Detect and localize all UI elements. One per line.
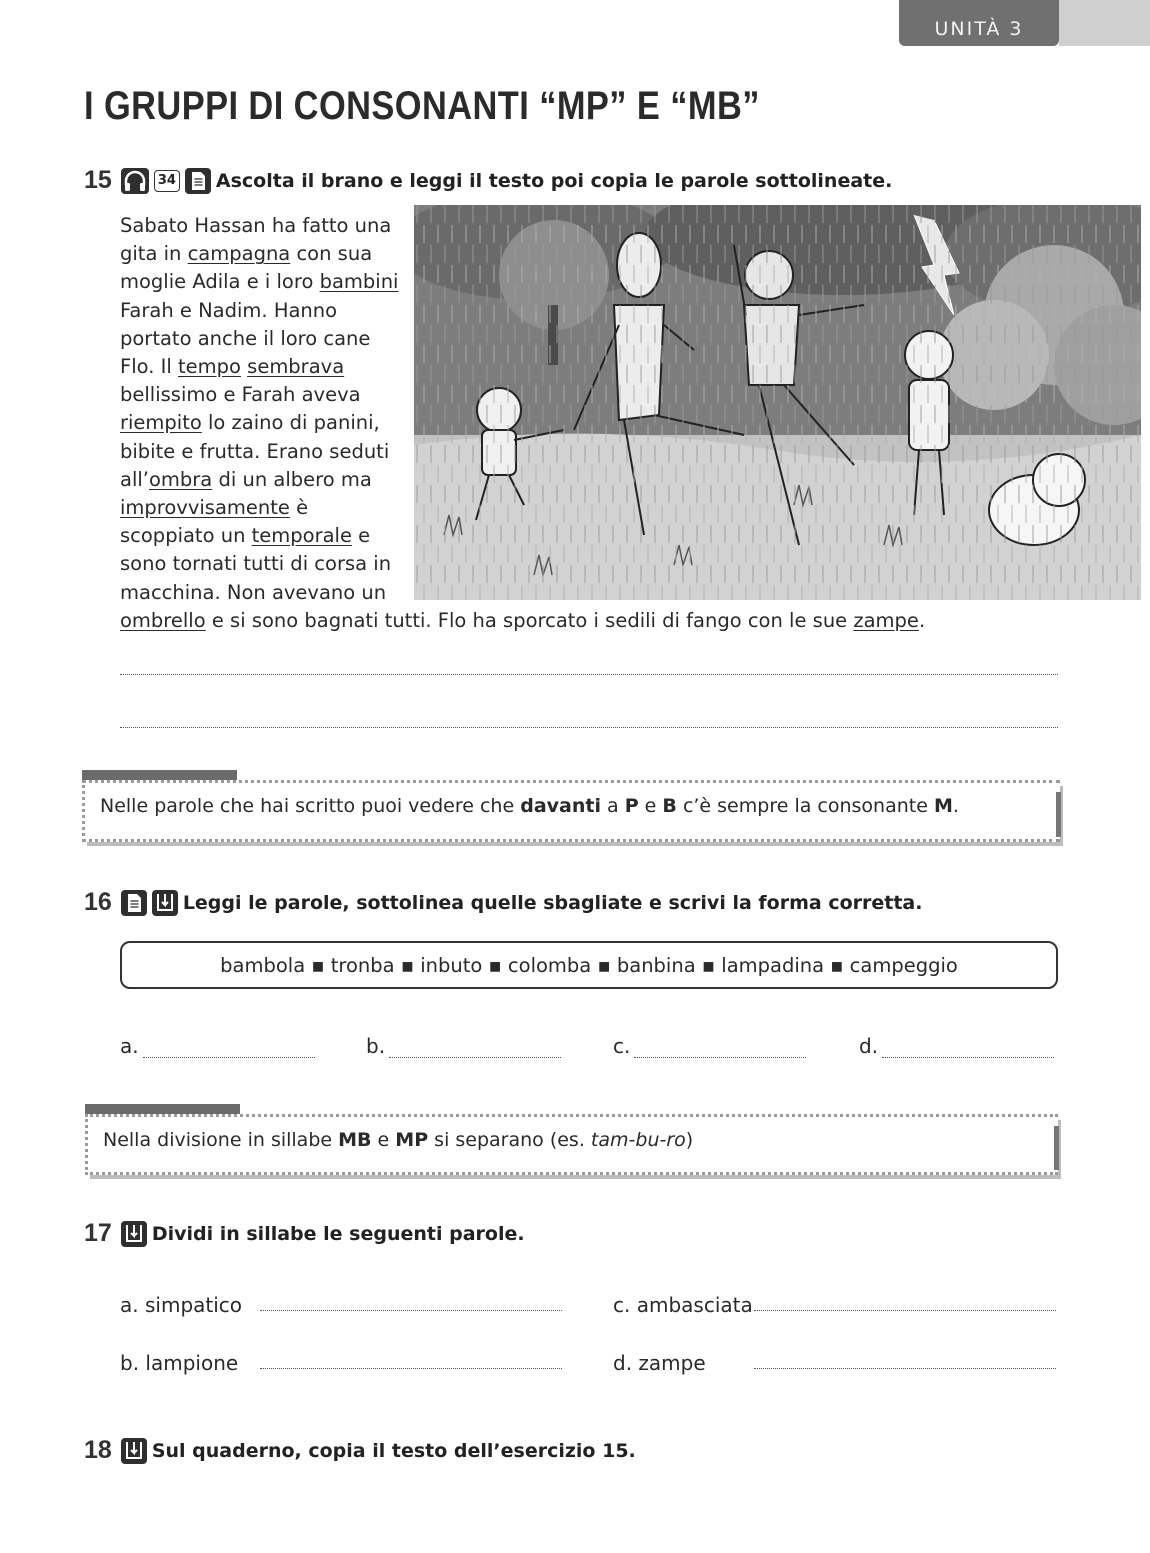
passage-line (120, 466, 420, 494)
bold-span: MB (338, 1129, 372, 1151)
answer-line[interactable] (389, 1041, 561, 1058)
underlined-word: riempito (120, 411, 202, 435)
italic-span: tam-bu-ro (590, 1129, 686, 1151)
syllable-item (120, 1293, 242, 1317)
answer-line[interactable] (143, 1041, 315, 1058)
passage-line (120, 268, 420, 296)
underlined-word: ombra (148, 467, 213, 491)
rule-text (103, 1129, 693, 1151)
headphones-icon (121, 168, 149, 194)
text-span: ) (685, 1129, 694, 1151)
underlined-word: zampe (853, 608, 919, 632)
underlined-word: ombrello (120, 608, 206, 632)
text-span: si separano (es. (428, 1129, 591, 1151)
text-span: con sua (290, 242, 373, 266)
unit-tab (899, 0, 1059, 46)
exercise-instruction: Dividi in sillabe le seguenti parole. (151, 1222, 525, 1245)
word-box (120, 941, 1058, 989)
text-span: e si sono bagnati tutti. Flo ha sporcato i sedili di fango con le sue (205, 608, 854, 632)
text-span: di un albero ma (212, 467, 372, 491)
text-span: all’ (120, 467, 149, 491)
reading-passage (120, 212, 926, 635)
item-word: zampe (638, 1351, 706, 1375)
text-span: e (351, 524, 371, 548)
underlined-word: improvvisamente (120, 496, 290, 520)
text-span: . (952, 795, 959, 817)
item-word: ambasciata (636, 1293, 753, 1317)
exercise-15-header (84, 166, 892, 195)
passage-line: Sabato Hassan ha fatto una (120, 214, 392, 237)
passage-line: bellissimo e Farah aveva (120, 383, 361, 407)
answer-line[interactable] (882, 1041, 1054, 1058)
text-span: gita in (120, 242, 188, 266)
answer-item (613, 1034, 806, 1058)
answer-line[interactable] (634, 1041, 806, 1058)
writing-icon (121, 1438, 147, 1464)
passage-line: bibite e frutta. Erano seduti (120, 439, 390, 463)
writing-icon (152, 890, 178, 916)
answer-letter: c. (613, 1034, 631, 1058)
text-span: c’è sempre la consonante (676, 795, 934, 817)
passage-line: sono tornati tutti di corsa in (120, 552, 392, 576)
passage-line: Farah e Nadim. Hanno (120, 298, 338, 322)
exercise-instruction: Ascolta il brano e leggi il testo poi copia le parole sottolineate. (215, 169, 893, 192)
answer-line[interactable] (260, 1310, 562, 1311)
answer-item (120, 1034, 315, 1058)
underlined-word: sembrava (247, 355, 345, 379)
underlined-word: tempo (178, 355, 241, 379)
answer-letter: d. (859, 1034, 879, 1058)
exercise-17-header (84, 1219, 525, 1248)
text-span: scoppiato un (120, 524, 252, 548)
passage-line (120, 522, 420, 550)
text-span: . (918, 608, 926, 632)
text-span: Nella divisione in sillabe (103, 1129, 339, 1151)
rule-box-edge (1056, 792, 1061, 837)
passage-line (120, 409, 420, 437)
underlined-word: temporale (251, 524, 352, 548)
rule-text (100, 795, 959, 817)
syllable-item (613, 1351, 706, 1375)
item-word: simpatico (144, 1293, 243, 1317)
reading-icon (121, 890, 147, 916)
exercise-instruction: Leggi le parole, sottolinea quelle sbagliate e scrivi la forma corretta. (182, 891, 923, 914)
passage-line (120, 607, 926, 635)
exercise-16-header (84, 888, 922, 917)
bold-span: P (624, 795, 639, 817)
passage-line (120, 494, 420, 522)
item-letter: c. (613, 1293, 631, 1317)
passage-line: portato anche il loro cane (120, 326, 371, 350)
text-span: è (289, 496, 309, 520)
text-span: Nelle parole che hai scritto puoi vedere che (100, 795, 521, 817)
text-span: a (600, 795, 625, 817)
exercise-instruction: Sul quaderno, copia il testo dell’esercizio 15. (151, 1439, 636, 1462)
answer-item (859, 1034, 1054, 1058)
passage-line (120, 353, 420, 381)
item-letter: b. (120, 1351, 140, 1375)
underlined-word: bambini (319, 270, 399, 294)
underlined-word: campagna (187, 242, 291, 266)
syllable-item (120, 1351, 238, 1375)
unit-tab-side (1059, 0, 1150, 46)
text-span: lo zaino di panini, (201, 411, 380, 435)
text-span: Flo. Il (120, 355, 178, 379)
bold-span: B (662, 795, 677, 817)
item-letter: a. (120, 1293, 139, 1317)
rule-box-edge (1054, 1126, 1059, 1170)
reading-icon (185, 168, 211, 194)
bold-span: M (933, 795, 953, 817)
passage-line: macchina. Non avevano un (120, 580, 387, 604)
text-span: e (371, 1129, 396, 1151)
item-word: lampione (145, 1351, 239, 1375)
bold-span: MP (395, 1129, 429, 1151)
page-title: I GRUPPI DI CONSONANTI “MP” E “MB” (84, 84, 760, 128)
text-span: e (638, 795, 663, 817)
answer-letter: a. (120, 1034, 139, 1058)
writing-icon (121, 1221, 147, 1247)
answer-line[interactable] (754, 1368, 1056, 1369)
bold-span: davanti (520, 795, 601, 817)
answer-letter: b. (366, 1034, 386, 1058)
exercise-number: 17 (84, 1219, 112, 1247)
answer-line[interactable] (260, 1368, 562, 1369)
answer-line[interactable] (754, 1310, 1056, 1311)
exercise-number: 15 (84, 166, 112, 194)
passage-line (120, 240, 420, 268)
word-list: bambola ▪ tronba ▪ inbuto ▪ colomba ▪ banbina ▪ lampadina ▪ campeggio (220, 953, 958, 977)
text-span: moglie Adila e i loro (120, 270, 320, 294)
rain-illustration (414, 205, 1141, 600)
audio-track-badge: 34 (154, 170, 180, 192)
answer-item (366, 1034, 561, 1058)
item-letter: d. (613, 1351, 633, 1375)
answer-line[interactable] (120, 727, 1058, 728)
exercise-number: 18 (84, 1436, 112, 1464)
syllable-item (613, 1293, 753, 1317)
unit-label: UNITÀ 3 (934, 18, 1024, 40)
exercise-18-header (84, 1436, 636, 1465)
exercise-number: 16 (84, 888, 112, 916)
answer-line[interactable] (120, 674, 1058, 675)
